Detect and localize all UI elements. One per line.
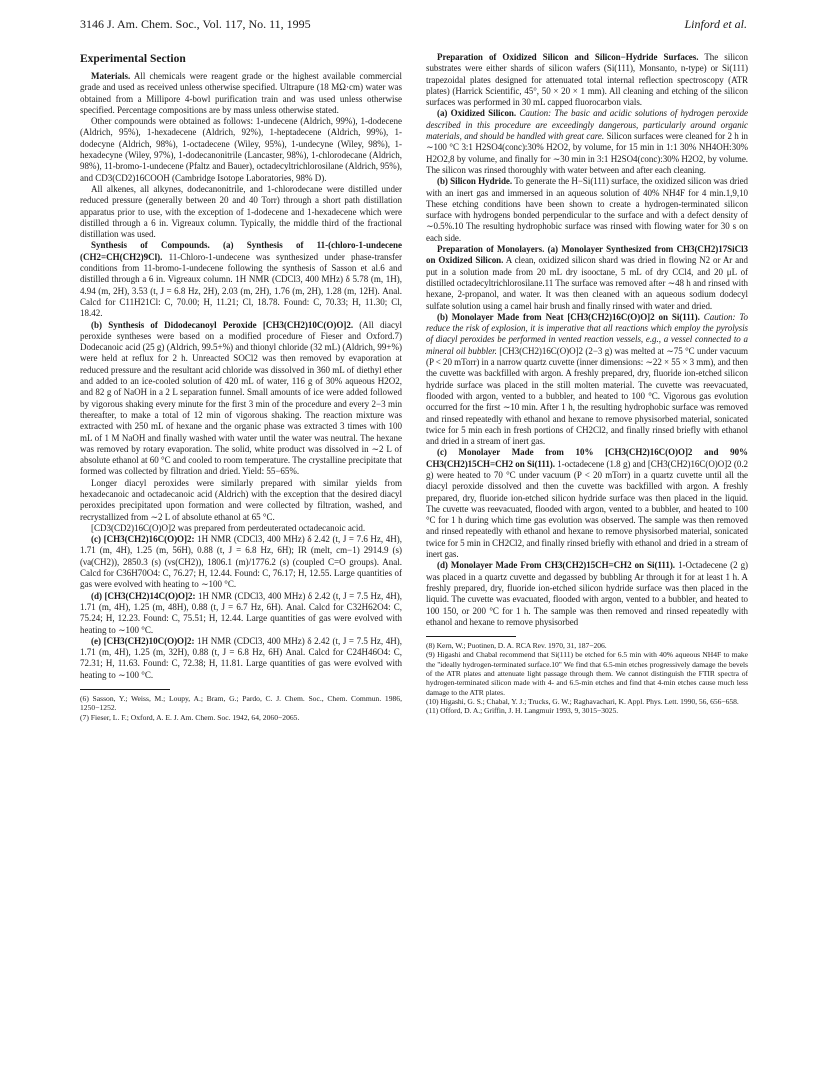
- footnote: (6) Sasson, Y.; Weiss, M.; Loupy, A.; Bram, G.; Pardo, C. J. Chem. Soc., Chem. Commun. 1986, 1250−1252.: [80, 694, 402, 713]
- paragraph-text: Silicon surfaces were cleaned for 2 h in ∼100 °C 3:1 H2SO4(conc):30% H2O2, by volume, for 15 min in 1:1 30% NH4OH:30% H2O2,8 by volume, and finally for ∼30 min in 3:1 H2SO4(conc):30% H2O2, by volume. The silicon was rinsed thoroughly with water between and after each cleaning.: [426, 131, 748, 175]
- paragraph-text: 1H NMR (CDCl3, 400 MHz) δ 2.42 (t, J = 7.5 Hz, 4H), 1.71 (m, 4H), 1.25 (m, 32H), 0.88 (t, J = 6.8 Hz, 6H) Anal. Calcd for C24H46O4: C, 72.31; H, 11.63. Found: C, 72.38; H, 11.81. Large quantities of gas were evolved with heating to ∼100 °C.: [80, 635, 402, 680]
- paragraph: [426, 560, 748, 628]
- paragraph-text: [CD3(CD2)16C(O)O]2 was prepared from perdeuterated octadecanoic acid.: [91, 522, 366, 533]
- footnote: (9) Higashi and Chabal recommend that Si(111) be etched for 6.5 min with 40% aqueous NH4F to make the "ideally hydrogen-terminated surface.10" We find that 6.5-min etches progressively damage the bevels of the ATR plates and attenuate light passage through them. We cannot distinguish the FTIR spectra of hydrogen-terminated silicon made with 4- and 6.5-min etches and find that 4-min etches cause much less damage to the ATR plates.: [426, 650, 748, 697]
- paragraph-text: 1-Octadecene (2 g) was placed in a quartz cuvette and degassed by bubbling Ar through it for at least 1 h. A freshly prepared, dry, fluoride ion-etched silicon hydride surface was then placed in the liquid. The cuvette was evacuated, flooded with argon, vented to a bubbler, and heated to 100 150, or 200 °C for 1 h. The sample was then removed and rinsed repeatedly with ethanol and hexane to remove physisorbed: [426, 560, 748, 627]
- paragraph: [426, 176, 748, 244]
- footnote: (11) Offord, D. A.; Griffin, J. H. Langmuir 1993, 9, 3015−3025.: [426, 706, 619, 716]
- footnote: (8) Kern, W.; Puotinen, D. A. RCA Rev. 1970, 31, 187−206.: [426, 641, 607, 651]
- paragraph: [80, 240, 402, 319]
- paragraph-heading: (b) Silicon Hydride.: [437, 176, 513, 187]
- paragraph-heading: Preparation of Oxidized Silicon and Silicon−Hydride Surfaces.: [437, 52, 699, 62]
- paragraph: [80, 320, 402, 478]
- paragraph-text: All chemicals were reagent grade or the highest available commercial grade and used as received unless otherwise specified. Ultrapure (18 MΩ·cm) water was obtained from a Millipore 4-bowl purification train and was used unless otherwise specified. Percentage compositions are by mass unless otherwise stated.: [80, 71, 402, 115]
- paragraph-text: Longer diacyl peroxides were similarly prepared with similar yields from hexadecanoic and octadecanoic acid (Aldrich) with the exception that the desired diacyl peroxides precipitated upon formation and were collected by filtration, washed, and recrystallized from ∼2 L of absolute ethanol at 65 °C.: [80, 477, 402, 522]
- paragraph: [426, 312, 748, 448]
- paragraph-heading: (b) Synthesis of Didodecanoyl Peroxide [CH3(CH2)10C(O)O]2.: [91, 319, 354, 330]
- left-paragraphs: [80, 71, 402, 681]
- footnote-rule: [80, 689, 170, 690]
- paragraph-text: A clean, oxidized silicon shard was dried in flowing N2 or Ar and put in a solution made from 20 mL dry isooctane, 5 mL of dry CCl4, and 20 μL of distilled octadecyltrichlorosilane.11 The surface was removed after ∼48 h and rinsed with hexane, 2-propanol, and water. It was then cleaned with an aqueous sodium dodecyl sulfate solution using a camel hair brush and finally rinsed with water and dried.: [426, 255, 748, 311]
- paragraph-heading: Synthesis of Compounds. (a) Synthesis of 11-(chloro-1-undecene (CH2=CH(CH2)9Cl).: [80, 240, 402, 262]
- paragraph-text: The silicon substrates were either shards of silicon wafers (Si(111), Monsanto, n-type) or Si(111) trapezoidal plates designed for attenuated total internal reflection spectroscopy (ATR plates) (Harrick Scientific, 45°, 50 × 20 × 1 mm). All cleaning and etching of the silicon surfaces was performed in 30 mL capped fluorocarbon vials.: [426, 52, 748, 108]
- paragraph-heading: Preparation of Monolayers. (a) Monolayer Synthesized from CH3(CH2)17SiCl3 on Oxidized Silicon.: [426, 244, 748, 266]
- paragraph: [80, 591, 402, 636]
- left-footnotes: [80, 694, 402, 722]
- paragraph: [80, 534, 402, 590]
- right-paragraphs: [426, 52, 748, 628]
- paragraph-heading: (b) Monolayer Made from Neat [CH3(CH2)16C(O)O]2 on Si(111).: [437, 311, 700, 322]
- paragraph: [80, 478, 402, 523]
- paragraph-heading: (d) Monolayer Made From CH3(CH2)15CH=CH2 on Si(111).: [437, 560, 676, 571]
- paragraph-text: All alkenes, all alkynes, dodecanonitrile, and 1-chlorodecane were distilled under reduced pressure (generally between 20 and 40 Torr) through a short path distillation apparatus prior to use, with the exception of 1-dodecene and 1-hexadecene which were distilled through a 6 in. Vigreaux column. Typically, the middle third of the fractional distillation was used.: [80, 183, 402, 240]
- paragraph: [80, 523, 402, 534]
- paragraph-text: 1-octadecene (1.8 g) and [CH3(CH2)16C(O)O]2 (0.2 g) were heated to 70 °C under vacuum (P < 20 mTorr) in a quartz cuvette until all the diacyl peroxide dissolved and then the cuvette was backfilled with argon. A freshly prepared, dry, fluoride ion-etched silicon hydride surface was then placed in the liquid. The cuvette was reevacuated, flooded with argon, vented to a bubbler, and heated to 100 °C for 1 h during which time gas evolution was observed. The sample was then removed and rinsed repeatedly with ethanol and hexane to remove physisorbed material, sonicated twice for 5 min in CH2Cl2, and finally rinsed briefly with ethanol and dried in a stream of inert gas.: [426, 458, 748, 560]
- paragraph: [426, 108, 748, 176]
- paragraph: [426, 52, 748, 108]
- paragraph-text: 11-Chloro-1-undecene was synthesized under phase-transfer conditions from 11-bromo-1-undecene following the synthesis of Sasson et al.6 and distilled through a 6 in. Vigreaux column. 1H NMR (CDCl3, 400 MHz) δ 5.78 (m, 1H), 4.94 (m, 2H), 3.53 (t, J = 6.8 Hz, 2H), 2.03 (m, 2H), 1.76 (m, 2H), 1.28 (m, 12H). Anal. Calcd for C11H21Cl: C, 70.00; H, 11.21; Cl, 18.78. Found: C, 70.33; H, 11.30; Cl, 18.42.: [80, 251, 402, 319]
- paragraph-heading: Materials.: [91, 71, 131, 81]
- paragraph-heading: (a) Oxidized Silicon.: [437, 108, 517, 119]
- paragraph-text: 1H NMR (CDCl3, 400 MHz) δ 2.42 (t, J = 7.6 Hz, 4H), 1.71 (m, 4H), 1.25 (m, 56H), 0.88 (t, J = 6.8 Hz, 6H); IR (melt, cm−1) 2914.9 (s) (νa(CH2)), 2850.3 (s) (νs(CH2)), 1806.1 (m)/1776.2 (s) (coupled C=O groups). Anal. Calcd for C36H70O4: C, 76.27; H, 12.44. Found: C, 76.17; H, 12.55. Large quantities of gas were evolved with heating to ∼100 °C.: [80, 534, 402, 590]
- caution-note: Caution: The basic and acidic solutions of hydrogen peroxide described in this procedure are exceedingly dangerous, particularly around organic materials, and should be handled with great care.: [426, 108, 748, 142]
- paragraph-heading: (d) [CH3(CH2)14C(O)O]2:: [91, 590, 196, 601]
- caution-note: Caution: To reduce the risk of explosion, it is imperative that all reactions which employ the pyrolysis of diacyl peroxides be performed in vented reaction vessels, e.g., a vessel connected to a mineral oil bubbler.: [426, 311, 748, 356]
- paragraph-text: (All diacyl peroxide syntheses were based on a modified procedure of Fieser and Oxford.7) Dodecanoic acid (25 g) (Aldrich, 99.5+%) and thionyl chloride (32 mL) (Aldrich, 99+%) were held at reflux for 2 h. Unreacted SOCl2 was then removed by evaporation at reduced pressure and the resultant acid chloride was dissolved in 360 mL of diethyl ether and added to an ice-cooled solution of 420 mL of water, 116 g of 30% aqueous H2O2, and 82 g of NaOH in a 2 L separation funnel. Small amounts of ice were added followed by vigorous shaking every minute for the first 3 min of the procedure and every 2−3 min thereafter, to make a total of 12 min of vigorous shaking. The reaction mixture was extracted with 250 mL of hexane and the organic phase was extracted 3 times with 100 mL of 1 M NaOH and finally washed with water until the water was neutral. The hexane was removed by rotary evaporation. The solid, white product was dissolved in ∼2 L of absolute ethanol at 60 °C and cooled to room temperature. The crystalline precipitate that formed was collected by filtration and dried. Yield: 55−65%.: [80, 319, 402, 477]
- right-footnotes: [426, 641, 748, 715]
- paragraph: [80, 71, 402, 116]
- paragraph-text: Other compounds were obtained as follows: 1-undecene (Aldrich, 99%), 1-dodecene (Aldrich, 95%), 1-hexadecene (Aldrich, 92%), 1-heptadecene (Aldrich, 99%), 1-dodecyne (Aldrich, 98%), 1-octadecene (Wiley, 95%), 1-undecyne (Wiley, 98%), 1-hexadecyne (Wiley, 97%), 1-dodecanonitrile (Lancaster, 98%), 1-chlorodecane (Aldrich, 98%), 11-bromo-1-undecene (Pfaltz and Bauer), octadecyltrichlorosilane (Aldrich, 95%), and CD3(CD2)16COOH (Cambridge Isotope Laboratories, 98% D).: [80, 116, 402, 183]
- paragraph: [80, 636, 402, 681]
- paragraph-text: To generate the H−Si(111) surface, the oxidized silicon was dried with an inert gas and immersed in an aqueous solution of 40% NH4F for 4 min.1,9,10 These etching conditions have been shown to create a hydrogen-terminated silicon surface with hydrogens bonded perpendicular to the surface and with a defect density of ∼0.5%.10 The resulting hydrophobic surface was rinsed with flowing water for 30 s on each side.: [426, 176, 748, 243]
- paragraph: [80, 184, 402, 240]
- paragraph: [80, 116, 402, 184]
- paragraph-text: 1H NMR (CDCl3, 400 MHz) δ 2.42 (t, J = 7.5 Hz, 4H), 1.71 (m, 4H), 1.25 (m, 48H), 0.88 (t, J = 6.7 Hz, 6H). Anal. Calcd for C32H62O4: C, 75.24; H, 12.23. Found: C, 75.51; H, 12.44. Large quantities of gas were evolved with heating to ∼100 °C.: [80, 590, 402, 635]
- paragraph: [426, 244, 748, 312]
- paragraph: [426, 447, 748, 560]
- journal-citation: 3146 J. Am. Chem. Soc., Vol. 117, No. 11, 1995: [80, 17, 311, 31]
- paragraph-heading: (e) [CH3(CH2)10C(O)O]2:: [91, 635, 195, 646]
- right-column: [426, 52, 748, 1052]
- author-running-title: Linford et al.: [684, 17, 747, 31]
- footnote: (10) Higashi, G. S.; Chabal, Y. J.; Trucks, G. W.; Raghavachari, K. Appl. Phys. Lett. 1990, 56, 656−658.: [426, 696, 739, 706]
- paragraph-heading: (c) [CH3(CH2)16C(O)O]2:: [91, 534, 195, 545]
- left-column: [80, 52, 402, 1052]
- running-header: [80, 16, 747, 32]
- footnote-rule: [426, 636, 516, 637]
- section-title: Experimental Section: [80, 53, 186, 65]
- paragraph-text: [CH3(CH2)16C(O)O]2 (2−3 g) was melted at ∼75 °C under vacuum (P < 20 mTorr) in a narrow quartz cuvette (inner dimensions: ∼22 × 55 × 3 mm), and then the cuvette was backfilled with argon. A freshly prepared, dry, fluoride ion-etched silicon hydride surface was placed in the still molten material. The cuvette was reevacuated, flooded with argon, vented to a bubbler, and heated to 100 °C. Vigorous gas evolution occurred for the first ∼10 min. After 1 h, the resulting hydrophobic surface was removed and rinsed repeatedly with ethanol and hexane to remove physisorbed material, sonicated twice for 5 min each in fresh portions of CH2Cl2, and finally rinsed briefly with ethanol and dried in a stream of inert gas.: [426, 345, 748, 447]
- footnote: (7) Fieser, L. F.; Oxford, A. E. J. Am. Chem. Soc. 1942, 64, 2060−2065.: [80, 712, 300, 722]
- paragraph-heading: (c) Monolayer Made from 10% [CH3(CH2)16C(O)O]2 and 90% CH3(CH2)15CH=CH2 on Si(111).: [426, 447, 748, 469]
